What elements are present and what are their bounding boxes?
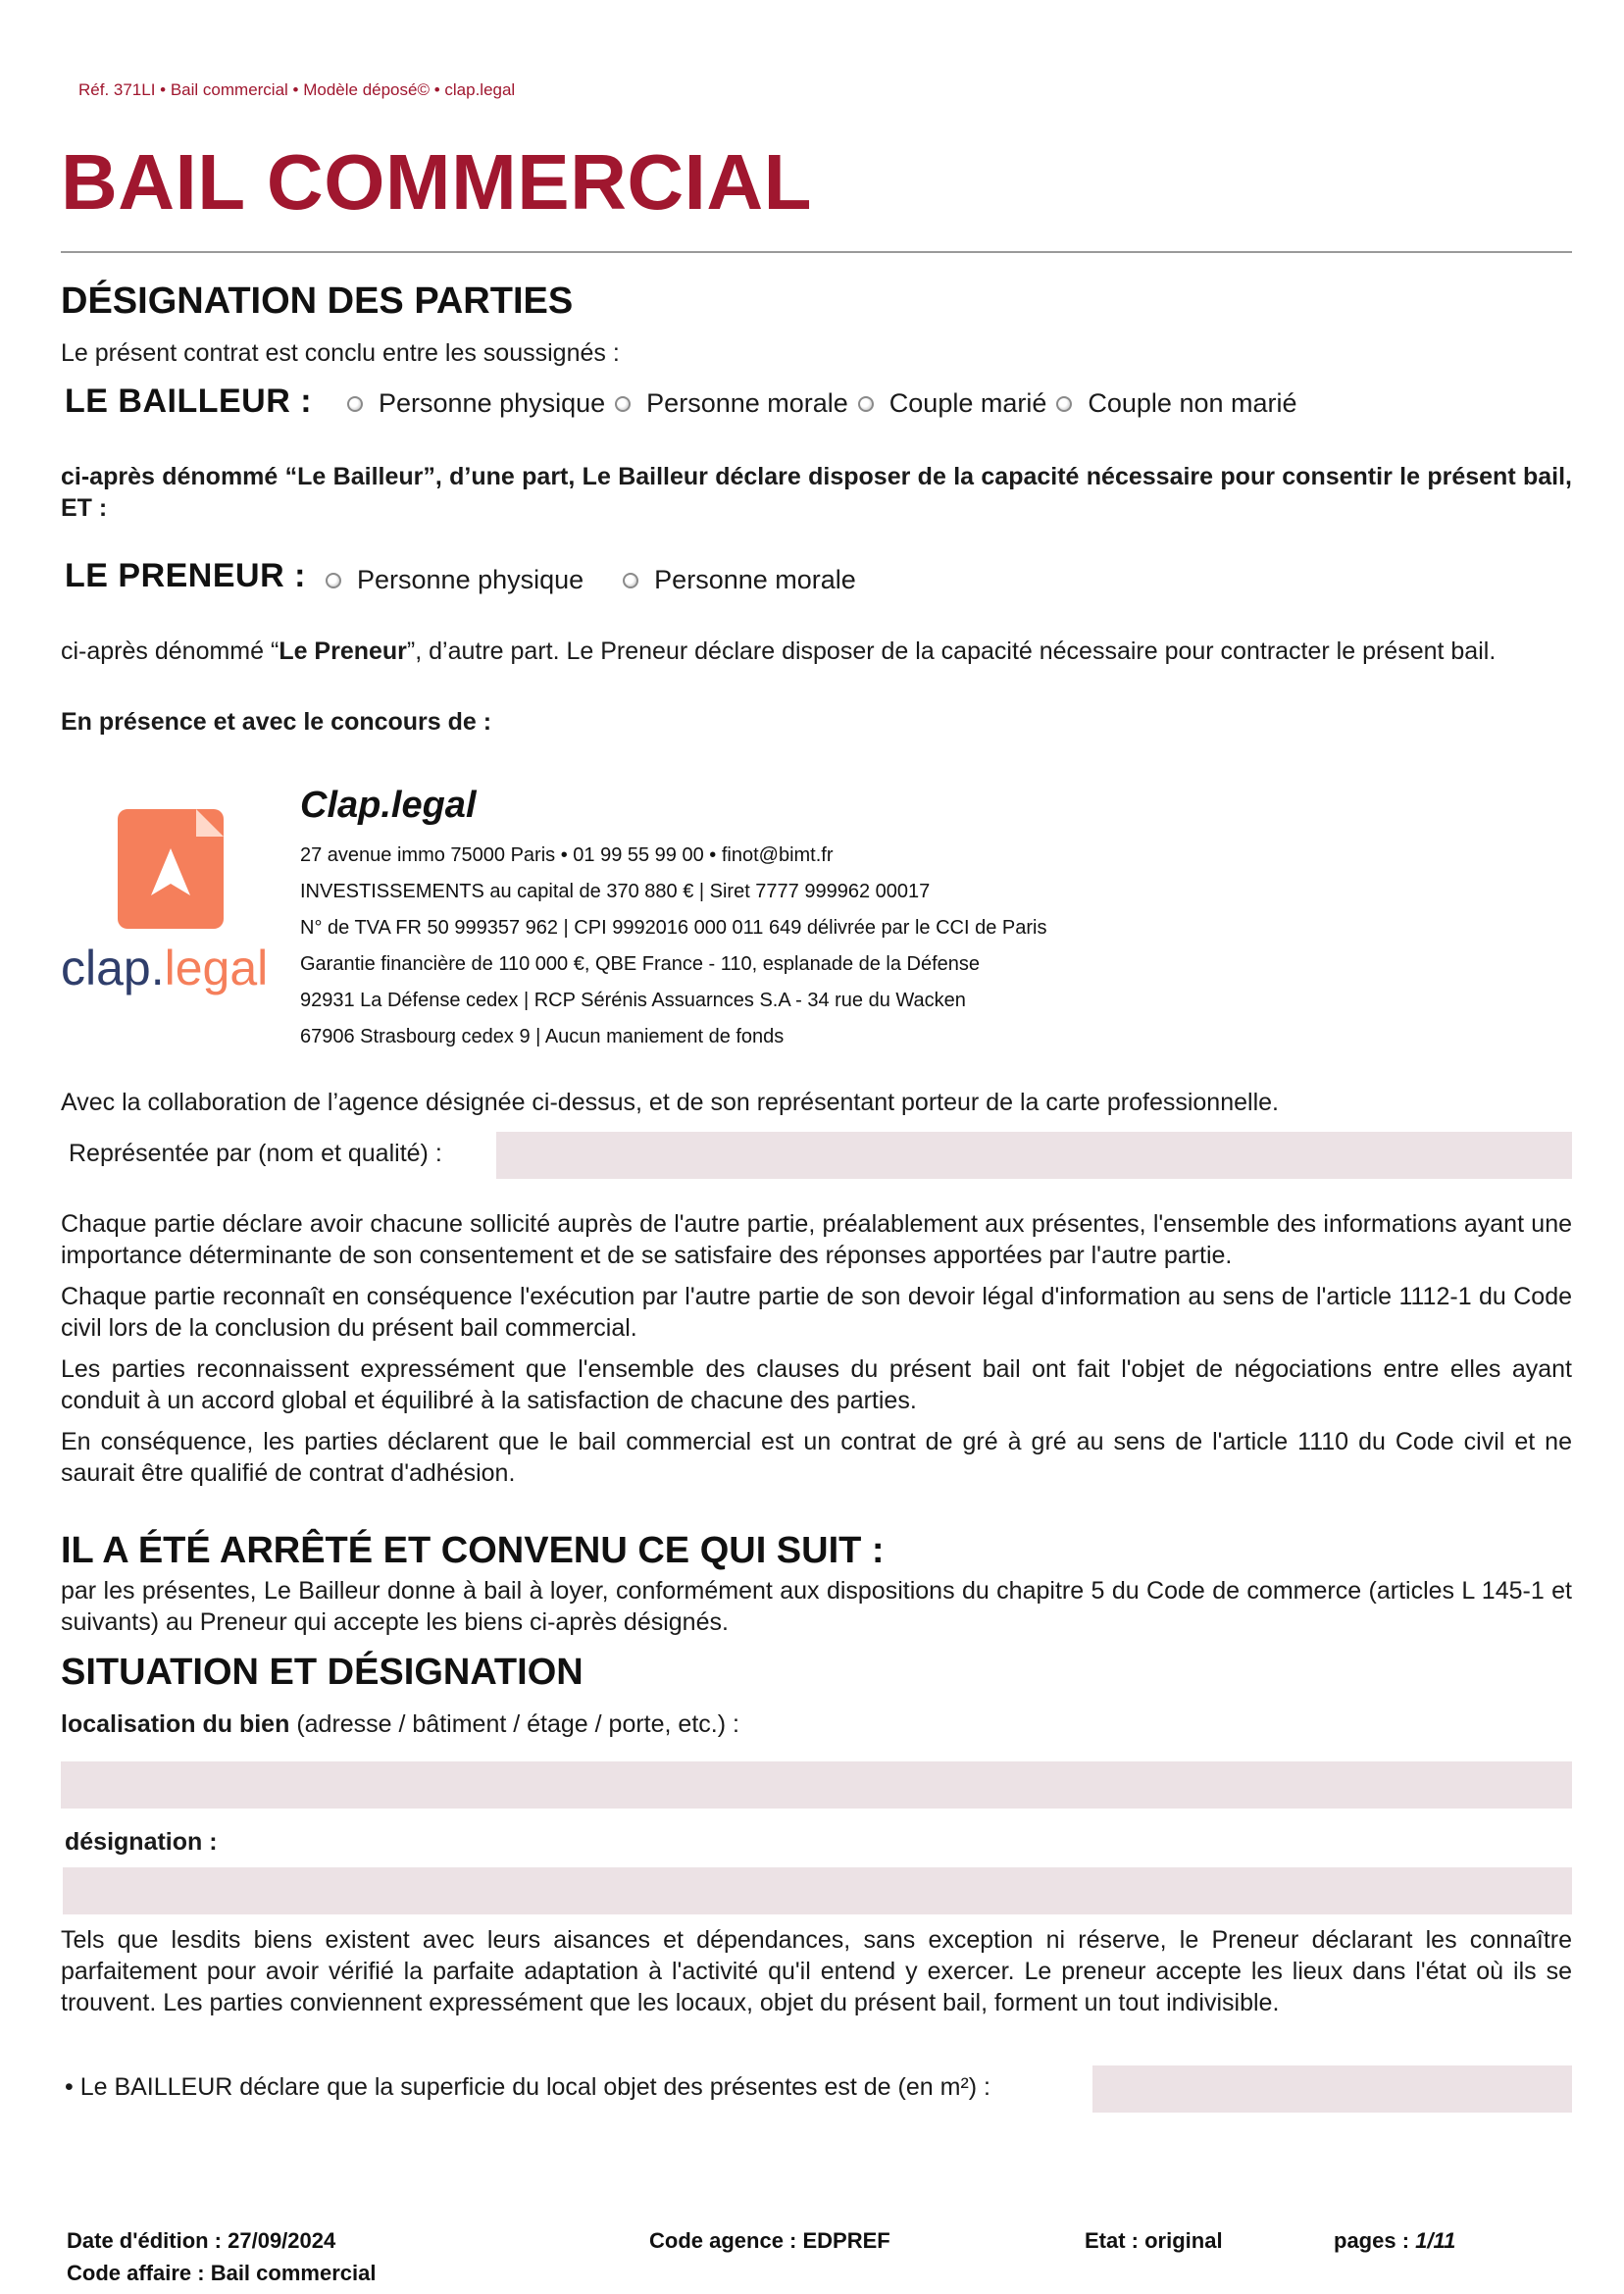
clause-paragraph: Chaque partie déclare avoir chacune sollicité auprès de l'autre partie, préalablement aux présentes, l'ensemble des informations ayant une importance déterminante de son consentement et de se satisfaire des réponses apportées par l'autre partie. [61, 1210, 1572, 1269]
bailleur-type-options [347, 388, 1307, 419]
radio-icon[interactable] [1056, 396, 1072, 412]
footer-code-agence: Code agence : EDPREF [649, 2228, 890, 2253]
designation-label: désignation : [65, 1828, 218, 1856]
superficie-label: • Le BAILLEUR déclare que la superficie du local objet des présentes est de (en m²) : [65, 2073, 990, 2101]
agency-line: 92931 La Défense cedex | RCP Sérénis Assuarnces S.A - 34 rue du Wacken [300, 990, 966, 1011]
parties-intro: Le présent contrat est conclu entre les soussignés : [61, 339, 620, 367]
clap-legal-logo-icon [118, 809, 224, 929]
representative-label: Représentée par (nom et qualité) : [69, 1140, 442, 1167]
agency-line: 27 avenue immo 75000 Paris • 01 99 55 99 00 • finot@bimt.fr [300, 844, 834, 866]
localisation-input[interactable] [61, 1761, 1572, 1809]
agency-line: N° de TVA FR 50 999357 962 | CPI 9992016 000 011 649 délivrée par le CCI de Paris [300, 917, 1047, 939]
clause-paragraph: Chaque partie reconnaît en conséquence l'exécution par l'autre partie de son devoir légal d'information au sens de l'article 1112-1 du Code civil lors de la conclusion du présent bail commercial. [61, 1283, 1572, 1342]
preneur-option-personne-morale[interactable]: Personne morale [623, 565, 856, 595]
logo-arrow-icon [118, 809, 224, 929]
bailleur-option-couple-non-marie[interactable]: Couple non marié [1056, 388, 1296, 419]
situation-text: Tels que lesdits biens existent avec leurs aisances et dépendances, sans exception ni réserve, le Preneur déclarant les connaître parfaitement pour avoir vérifié la parfaite adaptation à l'activité qu'il entend y exercer. Le preneur accepte les lieux dans l'état où ils se trouvent. Les parties conviennent expressément que les locaux, objet du présent bail, forment un tout indivisible. [61, 1926, 1572, 2016]
preneur-label: LE PRENEUR : [65, 557, 306, 594]
footer-pages: pages : 1/11 [1334, 2228, 1456, 2253]
agency-line: INVESTISSEMENTS au capital de 370 880 € | Siret 7777 999962 00017 [300, 881, 931, 902]
section-heading-arrete: IL A ÉTÉ ARRÊTÉ ET CONVENU CE QUI SUIT : [61, 1530, 885, 1571]
clause-paragraph: Les parties reconnaissent expressément que l'ensemble des clauses du présent bail ont fait l'objet de négociations entre elles ayant conduit à un accord global et équilibré à la satisfaction de chacune des parties. [61, 1355, 1572, 1414]
localisation-label: localisation du bien (adresse / bâtiment / étage / porte, etc.) : [61, 1710, 739, 1738]
bailleur-option-couple-marie[interactable]: Couple marié [858, 388, 1047, 419]
section-heading-parties: DÉSIGNATION DES PARTIES [61, 280, 574, 322]
bailleur-option-personne-morale[interactable]: Personne morale [615, 388, 848, 419]
footer-code-affaire: Code affaire : Bail commercial [67, 2261, 377, 2285]
agency-line: Garantie financière de 110 000 €, QBE France - 110, esplanade de la Défense [300, 953, 981, 975]
preneur-option-personne-physique[interactable]: Personne physique [326, 565, 584, 595]
document-reference: Réf. 371LI • Bail commercial • Modèle déposé© • clap.legal [78, 80, 516, 99]
arrete-text: par les présentes, Le Bailleur donne à bail à loyer, conformément aux dispositions du chapitre 5 du Code de commerce (articles L 145-1 et suivants) au Preneur qui accepte les biens ci-après désignés. [61, 1577, 1572, 1636]
clap-legal-wordmark: clap.legal [61, 941, 269, 995]
agency-collaboration: Avec la collaboration de l’agence désignée ci-dessus, et de son représentant porteur de la carte professionnelle. [61, 1089, 1279, 1116]
radio-icon[interactable] [858, 396, 874, 412]
preneur-statement: ci-après dénommé “Le Preneur”, d’autre part. Le Preneur déclare disposer de la capacité nécessaire pour contracter le présent bail. [61, 637, 1497, 665]
agency-name: Clap.legal [300, 785, 477, 826]
clause-paragraph: En conséquence, les parties déclarent que le bail commercial est un contrat de gré à gré au sens de l'article 1110 du Code civil et ne saurait être qualifié de contrat d'adhésion. [61, 1428, 1572, 1487]
radio-icon[interactable] [615, 396, 631, 412]
clauses [61, 1208, 1572, 1489]
designation-input[interactable] [63, 1867, 1572, 1914]
presence-label: En présence et avec le concours de : [61, 708, 492, 736]
agency-line: 67906 Strasbourg cedex 9 | Aucun maniement de fonds [300, 1026, 785, 1047]
bailleur-label: LE BAILLEUR : [65, 382, 313, 420]
bailleur-statement: ci-après dénommé “Le Bailleur”, d’une part, Le Bailleur déclare disposer de la capacité nécessaire pour consentir le présent bail, ET : [61, 463, 1572, 522]
agency-details [300, 838, 1046, 1055]
superficie-input[interactable] [1092, 2065, 1572, 2113]
title-divider [61, 251, 1572, 253]
radio-icon[interactable] [326, 573, 341, 588]
radio-icon[interactable] [623, 573, 638, 588]
radio-icon[interactable] [347, 396, 363, 412]
section-heading-situation: SITUATION ET DÉSIGNATION [61, 1652, 584, 1693]
bailleur-option-personne-physique[interactable]: Personne physique [347, 388, 605, 419]
preneur-type-options [326, 565, 866, 595]
document-title: BAIL COMMERCIAL [61, 138, 812, 226]
representative-input[interactable] [496, 1132, 1572, 1179]
footer-etat: Etat : original [1085, 2228, 1223, 2253]
footer-date: Date d'édition : 27/09/2024 [67, 2228, 336, 2253]
